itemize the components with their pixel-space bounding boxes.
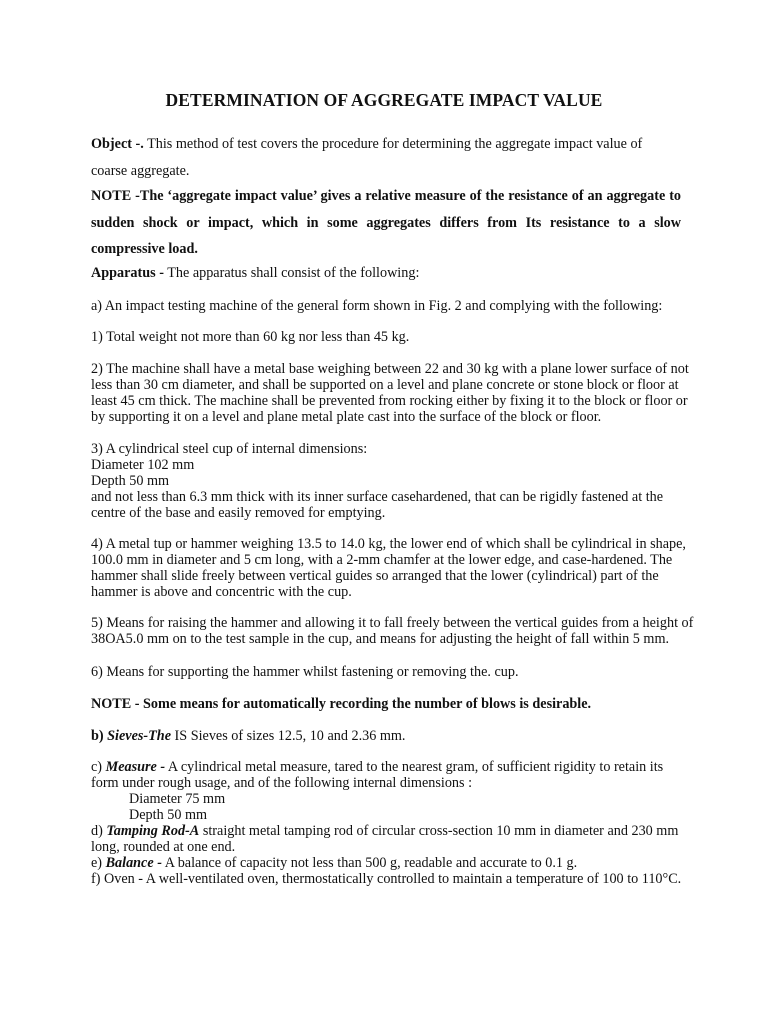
object-text: This method of test covers the procedure for determining the aggregate impact value of bbox=[143, 136, 643, 152]
item-3 bbox=[91, 441, 681, 521]
apparatus-text: The apparatus shall consist of the following: bbox=[163, 265, 420, 281]
measure-line-3: Diameter 75 mm bbox=[129, 791, 226, 807]
sieves-text: IS Sieves of sizes 12.5, 10 and 2.36 mm. bbox=[171, 728, 406, 744]
sieves-prefix: b) bbox=[91, 728, 108, 744]
measure-line-2: form under rough usage, and of the following internal dimensions : bbox=[91, 775, 473, 791]
tamping-prefix: d) bbox=[91, 823, 107, 839]
item-4-line-3: hammer shall slide freely between vertical guides so arranged that the lower (cylindrical) part of the bbox=[91, 568, 659, 584]
item-sieves bbox=[91, 728, 681, 744]
balance-prefix: e) bbox=[91, 855, 106, 871]
item-2-line-3: least 45 cm thick. The machine shall be prevented from rocking either by fixing it to the block or floor or bbox=[91, 393, 688, 409]
item-6-text: 6) Means for supporting the hammer whilst fastening or removing the. cup. bbox=[91, 664, 519, 680]
object-paragraph bbox=[91, 131, 681, 184]
item-5-line-2: 38OA5.0 mm on to the test sample in the cup, and means for adjusting the height of fall within 5 mm. bbox=[91, 631, 670, 647]
note-blows bbox=[91, 696, 681, 712]
item-3-line-4: and not less than 6.3 mm thick with its inner surface casehardened, that can be rigidly fastened at the bbox=[91, 489, 664, 505]
note-line-3: to a slow compressive load. bbox=[91, 214, 682, 257]
item-5-line-1: 5) Means for raising the hammer and allowing it to fall freely between the vertical guides from a height of bbox=[91, 615, 694, 631]
item-4-line-2: 100.0 mm in diameter and 5 cm long, with a 2-mm chamfer at the lower edge, and case-hardened. The bbox=[91, 552, 673, 568]
item-4 bbox=[91, 536, 686, 600]
note-paragraph bbox=[91, 183, 681, 263]
note-line-2: aggregate to sudden shock or impact, which in some aggregates differs from Its resistance bbox=[91, 188, 682, 231]
item-measure bbox=[91, 759, 681, 887]
item-6 bbox=[91, 664, 681, 680]
page-title: DETERMINATION OF AGGREGATE IMPACT VALUE bbox=[165, 90, 603, 110]
measure-line-1: A cylindrical metal measure, tared to the nearest gram, of sufficient rigidity to retain its bbox=[165, 759, 664, 775]
item-a bbox=[91, 298, 681, 314]
item-a-text: a) An impact testing machine of the general form shown in Fig. 2 and complying with the following: bbox=[91, 298, 663, 314]
measure-prefix: c) bbox=[91, 759, 106, 775]
apparatus-label: Apparatus - bbox=[91, 265, 164, 281]
item-1-text: 1) Total weight not more than 60 kg nor less than 45 kg. bbox=[91, 329, 410, 345]
item-3-line-5: centre of the base and easily removed for emptying. bbox=[91, 505, 386, 521]
item-2 bbox=[91, 361, 689, 425]
note-blows-text: NOTE - Some means for automatically recording the number of blows is desirable. bbox=[91, 696, 592, 712]
balance-label: Balance - bbox=[105, 855, 162, 871]
object-label: Object -. bbox=[91, 136, 144, 152]
balance-text: A balance of capacity not less than 500 g, readable and accurate to 0.1 g. bbox=[161, 855, 578, 871]
item-3-line-2: Diameter 102 mm bbox=[91, 457, 195, 473]
object-text-line-2: coarse aggregate. bbox=[91, 162, 190, 179]
tamping-line-1: straight metal tamping rod of circular cross-section 10 mm in diameter and 230 mm bbox=[199, 823, 679, 839]
measure-line-4: Depth 50 mm bbox=[129, 807, 208, 823]
item-5 bbox=[91, 615, 694, 647]
item-2-line-2: less than 30 cm diameter, and shall be supported on a level and plane concrete or stone block or floor at bbox=[91, 377, 679, 393]
oven-line: f) Oven - A well-ventilated oven, thermostatically controlled to maintain a temperature of 100 to 110°C. bbox=[91, 871, 682, 887]
note-line-1: NOTE -The ‘aggregate impact value’ gives a relative measure of the resistance of an bbox=[91, 188, 603, 204]
item-1 bbox=[91, 329, 681, 345]
item-4-line-1: 4) A metal tup or hammer weighing 13.5 to 14.0 kg, the lower end of which shall be cylindrical in shape, bbox=[91, 536, 686, 552]
apparatus-heading bbox=[91, 265, 681, 281]
sieves-label: Sieves-The bbox=[107, 728, 171, 744]
item-2-line-4: by supporting it on a level and plane metal plate cast into the surface of the block or floor. bbox=[91, 409, 602, 425]
item-4-line-4: hammer is above and concentric with the cup. bbox=[91, 584, 352, 600]
item-3-line-1: 3) A cylindrical steel cup of internal dimensions: bbox=[91, 441, 368, 457]
item-2-line-1: 2) The machine shall have a metal base weighing between 22 and 30 kg with a plane lower surface of not bbox=[91, 361, 689, 377]
tamping-line-2: long, rounded at one end. bbox=[91, 839, 236, 855]
item-3-line-3: Depth 50 mm bbox=[91, 473, 170, 489]
measure-label: Measure - bbox=[105, 759, 166, 775]
tamping-label: Tamping Rod-A bbox=[106, 823, 200, 839]
